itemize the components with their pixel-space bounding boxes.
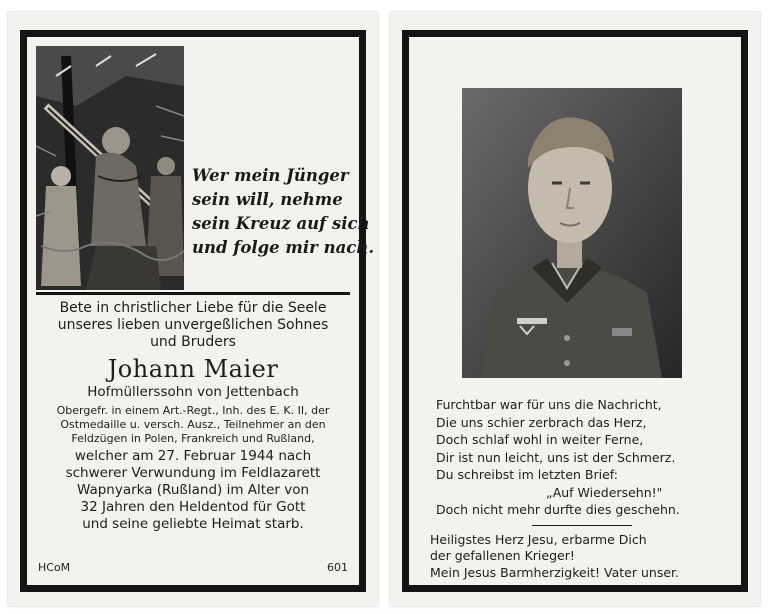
poem-line: Die uns schier zerbrach das Herz, (436, 414, 647, 430)
soldier-portrait-photo (462, 88, 682, 378)
card-number: 601 (327, 561, 348, 574)
poem-line: Du schreibst im letzten Brief: (436, 467, 618, 482)
death-line: Wapnyarka (Rußland) im Alter von (76, 482, 310, 498)
intro-line: Bete in christlicher Liebe für die Seele (59, 300, 327, 316)
service-detail-line: Obergefr. in einem Art.-Regt., Inh. des E. K. II, der (56, 404, 330, 417)
death-line: welcher am 27. Februar 1944 nach (74, 448, 312, 464)
divider-line (532, 525, 632, 526)
poem-line: Doch nicht mehr durfte dies geschehn. (436, 502, 680, 517)
poem-line: Dir ist nun leicht, uns ist der Schmerz. (436, 449, 676, 465)
horizontal-rule (36, 292, 350, 295)
death-line: schwerer Verwundung im Feldlazarett (65, 465, 321, 481)
poem-line: Doch schlaf wohl in weiter Ferne, (436, 432, 644, 447)
death-line: 32 Jahren den Heldentod für Gott (80, 499, 306, 515)
bible-verse (192, 164, 375, 260)
service-detail-line: Ostmedaille u. versch. Ausz., Teilnehmer an den (60, 418, 326, 431)
printer-mark: HCoM (38, 561, 71, 574)
prayer-line: der gefallenen Krieger! (430, 548, 575, 563)
prayer-line: Mein Jesus Barmherzigkeit! Vater unser. (430, 564, 679, 580)
black-border-frame (20, 30, 375, 592)
prayer-text (430, 532, 734, 582)
death-line: und seine geliebte Heimat starb. (82, 516, 304, 532)
verse-line: sein Kreuz auf sich (192, 214, 370, 233)
memorial-card-front (8, 12, 378, 606)
verse-line: sein will, nehme (192, 190, 343, 209)
service-detail-line: Feldzügen in Polen, Frankreich und Rußland, (71, 432, 315, 445)
christ-carrying-cross-engraving (36, 46, 184, 290)
memorial-poem (430, 396, 728, 581)
poem-quote: „Auf Wiedersehn!" (546, 484, 663, 500)
black-border-frame (402, 30, 748, 592)
deceased-name: Johann Maier (107, 355, 279, 383)
intro-line: und Bruders (150, 334, 236, 350)
memorial-text (36, 300, 350, 533)
deceased-origin: Hofmüllerssohn von Jettenbach (87, 384, 299, 400)
verse-line: Wer mein Jünger (192, 166, 349, 185)
intro-line: unseres lieben unvergeßlichen Sohnes (57, 317, 329, 333)
poem-line: Furchtbar war für uns die Nachricht, (436, 397, 662, 412)
prayer-line: Heiligstes Herz Jesu, erbarme Dich (430, 531, 647, 547)
verse-line: und folge mir nach. (192, 238, 375, 257)
memorial-card-back (390, 12, 760, 606)
